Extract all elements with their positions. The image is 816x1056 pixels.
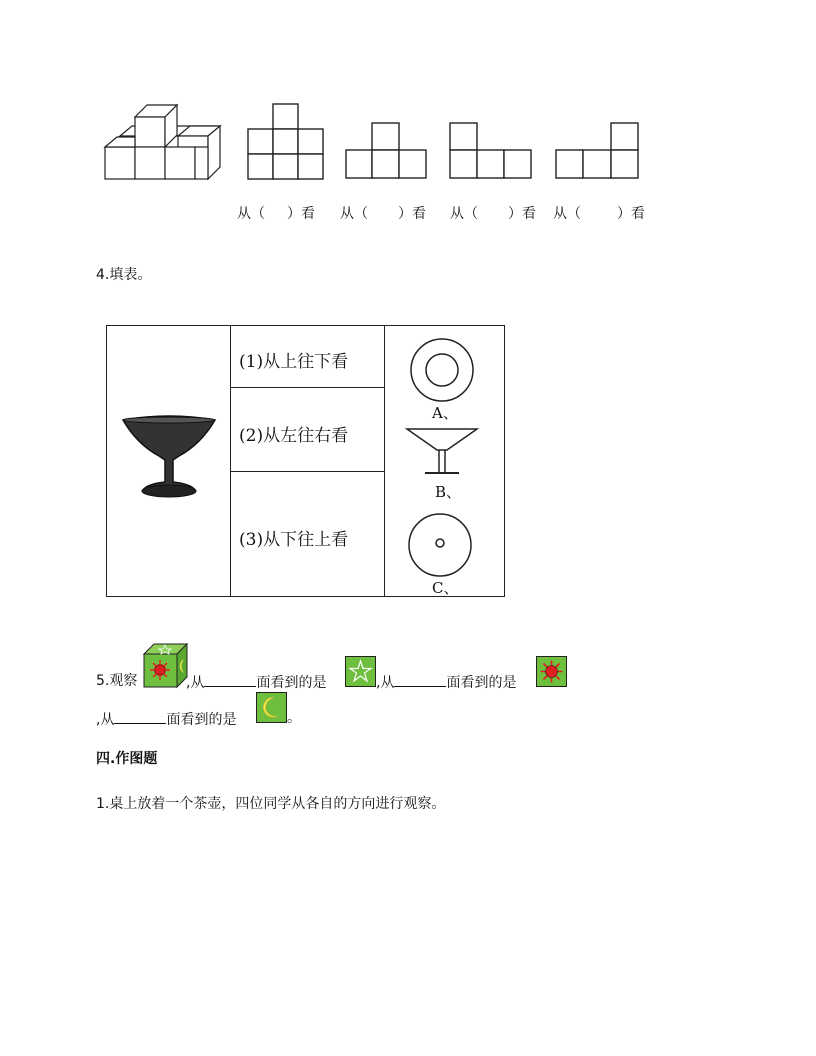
answer-blank-1[interactable] [204,674,256,687]
view-figure [555,122,641,180]
q5-line-1 [96,674,137,688]
table-divider [384,326,385,596]
q5-line-2: ,从 面看到的是 [96,712,237,728]
cube-stack-figure [100,100,225,185]
view-label-2: 从（ ）看 [340,206,426,222]
goblet-icon [121,416,217,506]
table-divider [230,471,384,472]
goblet-side-icon [405,426,479,478]
view-figure [449,122,533,180]
view-label-4: 从（ ）看 [553,206,645,222]
q1-text: 1.桌上放着一个茶壶，四位同学从各自的方向进行观察。 [96,796,446,812]
option-a-label: A、 [432,404,458,422]
q4-table [106,325,505,597]
answer-blank-2[interactable] [394,674,446,687]
q5-end: 。 [287,710,301,726]
moon-icon [256,692,287,723]
star-icon [345,656,376,687]
q4-title: 4.填表。 [96,267,152,283]
option-b-label: B、 [435,483,462,501]
table-row-2-label: (2)从左往右看 [239,426,349,446]
view-label-3: 从（ ）看 [450,206,536,222]
answer-blank-3[interactable] [114,711,166,724]
q5-number: 5.观察 [96,673,138,689]
view-label-1: 从（ ）看 [237,206,315,222]
table-row-1-label: (1)从上往下看 [239,352,349,372]
table-divider [230,387,384,388]
ring-icon [409,337,475,403]
section-heading: 四.作图题 [96,751,158,767]
q5-line-1-rest: ,从 面看到的是 [186,675,327,691]
view-figure [345,122,429,180]
option-c-label: C、 [432,579,459,597]
q5-line-1-rest-2: ,从 面看到的是 [376,675,517,691]
front-view-figure [247,103,327,181]
table-row-3-label: (3)从下往上看 [239,530,349,550]
table-divider [230,326,231,596]
dot-circle-icon [407,512,473,578]
cube-picture [143,643,189,689]
sun-icon [536,656,567,687]
